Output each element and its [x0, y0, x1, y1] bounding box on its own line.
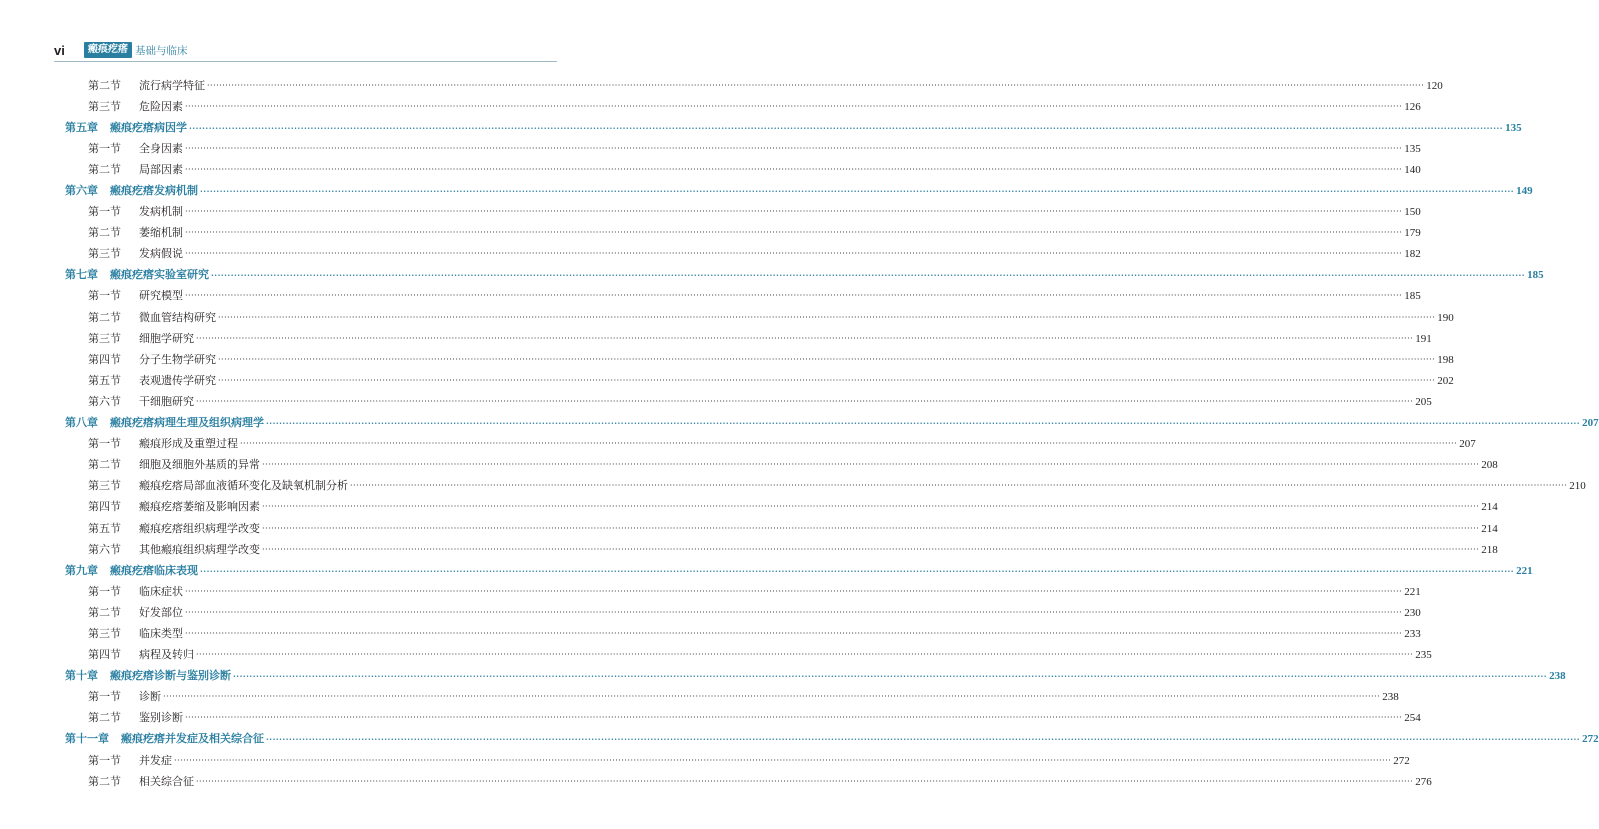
page-ref: 272 [1393, 754, 1410, 767]
toc-section-entry[interactable] [0, 455, 1498, 476]
toc-section-entry[interactable] [0, 159, 1421, 180]
toc-entry-label [65, 268, 209, 282]
dot-leader: ················································································································································································································································································································································································································ [185, 207, 1403, 217]
page-ref: 238 [1549, 670, 1566, 683]
table-of-contents [0, 75, 1599, 792]
dot-leader: ················································································································································································································································································································································································································ [174, 755, 1392, 765]
section-title: 发病假说 [139, 247, 183, 261]
page-ref: 208 [1481, 459, 1498, 472]
toc-entry-label [88, 458, 260, 472]
toc-entry-label [65, 416, 264, 430]
dot-leader: ················································································································································································································································································································································································································ [211, 270, 1526, 281]
header-divider [54, 61, 557, 62]
toc-section-entry[interactable] [0, 750, 1410, 771]
toc-entry-label [88, 754, 172, 768]
section-number: 第一节 [88, 437, 121, 451]
section-number: 第一节 [88, 690, 121, 704]
toc-section-entry[interactable] [0, 138, 1421, 159]
toc-entry-label [88, 437, 238, 451]
toc-section-entry[interactable] [0, 286, 1421, 307]
toc-entry-label [88, 606, 183, 620]
dot-leader: ················································································································································································································································································································································································································ [185, 143, 1403, 153]
running-header [54, 40, 188, 60]
chapter-title: 瘢痕疙瘩诊断与鉴别诊断 [110, 669, 231, 683]
section-number: 第五节 [88, 521, 121, 535]
toc-entry-label [65, 564, 198, 578]
toc-section-entry[interactable] [0, 708, 1421, 729]
page-ref: 150 [1404, 206, 1421, 219]
toc-section-entry[interactable] [0, 223, 1421, 244]
toc-section-entry[interactable] [0, 434, 1476, 455]
section-title: 临床类型 [139, 626, 183, 640]
dot-leader: ················································································································································································································································································································································································································ [200, 565, 1515, 576]
page-ref: 149 [1516, 185, 1533, 198]
chapter-title: 瘢痕疙瘩实验室研究 [110, 268, 209, 282]
dot-leader: ················································································································································································································································································································································································································ [196, 776, 1414, 786]
toc-entry-label [88, 100, 183, 114]
toc-chapter-entry[interactable] [0, 265, 1544, 286]
dot-leader: ················································································································································································································································································································································································································ [266, 418, 1581, 429]
chapter-title: 瘢痕疙瘩病理生理及组织病理学 [110, 416, 264, 430]
toc-entry-label [88, 79, 205, 93]
section-number: 第六节 [88, 394, 121, 408]
toc-chapter-entry[interactable] [0, 180, 1533, 201]
dot-leader: ················································································································································································································································································································································································································ [185, 228, 1403, 238]
toc-entry-label [88, 247, 183, 261]
toc-entry-label [88, 311, 216, 325]
section-number: 第一节 [88, 205, 121, 219]
chapter-number: 第七章 [65, 268, 98, 282]
section-title: 微血管结构研究 [139, 310, 216, 324]
dot-leader: ················································································································································································································································································································································································································ [185, 607, 1403, 617]
toc-entry-label [88, 226, 183, 240]
dot-leader: ················································································································································································································································································································································································································ [185, 101, 1403, 111]
section-number: 第五节 [88, 373, 121, 387]
chapter-title: 瘢痕疙瘩临床表现 [110, 563, 198, 577]
toc-entry-label [88, 163, 183, 177]
toc-section-entry[interactable] [0, 391, 1432, 412]
toc-section-entry[interactable] [0, 518, 1498, 539]
section-number: 第四节 [88, 648, 121, 662]
page-ref: 140 [1404, 163, 1421, 176]
page-ref: 238 [1382, 691, 1399, 704]
toc-chapter-entry[interactable] [0, 117, 1522, 138]
toc-entry-label [88, 500, 260, 514]
toc-entry-label [88, 395, 194, 409]
page-ref: 185 [1404, 290, 1421, 303]
chapter-title: 瘢痕疙瘩发病机制 [110, 184, 198, 198]
dot-leader: ················································································································································································································································································································································································································ [218, 375, 1436, 385]
toc-entry-label [88, 690, 161, 704]
toc-entry-label [88, 353, 216, 367]
toc-entry-label [88, 142, 183, 156]
page-ref: 190 [1437, 311, 1454, 324]
section-title: 萎缩机制 [139, 226, 183, 240]
chapter-number: 第八章 [65, 416, 98, 430]
book-subtitle: 基础与临床 [135, 44, 188, 57]
section-title: 细胞学研究 [139, 331, 194, 345]
dot-leader: ················································································································································································································································································································································································································ [233, 671, 1548, 682]
dot-leader: ················································································································································································································································································································································································································ [200, 186, 1515, 197]
dot-leader: ················································································································································································································································································································································································································ [218, 312, 1436, 322]
page-ref: 205 [1415, 395, 1432, 408]
section-title: 分子生物学研究 [139, 352, 216, 366]
section-number: 第一节 [88, 753, 121, 767]
section-title: 全身因素 [139, 141, 183, 155]
section-title: 诊断 [139, 690, 161, 704]
dot-leader: ················································································································································································································································································································································································································ [262, 502, 1480, 512]
toc-section-entry[interactable] [0, 75, 1443, 96]
page-ref: 135 [1505, 121, 1522, 134]
section-title: 表观遗传学研究 [139, 373, 216, 387]
page-ref: 207 [1459, 438, 1476, 451]
toc-entry-label [88, 205, 183, 219]
dot-leader: ················································································································································································································································································································································································································ [350, 481, 1568, 491]
section-number: 第二节 [88, 162, 121, 176]
toc-entry-label [88, 289, 183, 303]
toc-entry-label [88, 627, 183, 641]
page-ref: 214 [1481, 501, 1498, 514]
section-title: 流行病学特征 [139, 78, 205, 92]
section-title: 瘢痕形成及重塑过程 [139, 437, 238, 451]
section-title: 干细胞研究 [139, 394, 194, 408]
dot-leader: ················································································································································································································································································································································································································ [196, 333, 1414, 343]
section-title: 细胞及细胞外基质的异常 [139, 458, 260, 472]
page-number: vi [54, 42, 65, 58]
section-title: 瘢痕疙瘩局部血液循环变化及缺氧机制分析 [139, 479, 348, 493]
section-title: 其他瘢痕组织病理学改变 [139, 542, 260, 556]
section-number: 第三节 [88, 99, 121, 113]
page-ref: 185 [1527, 269, 1544, 282]
chapter-title: 瘢痕疙瘩并发症及相关综合征 [121, 732, 264, 746]
dot-leader: ················································································································································································································································································································································································································ [218, 354, 1436, 364]
toc-entry-label [88, 522, 260, 536]
section-number: 第一节 [88, 141, 121, 155]
toc-section-entry[interactable] [0, 328, 1432, 349]
dot-leader: ················································································································································································································································································································································································································ [185, 164, 1403, 174]
page-ref: 254 [1404, 712, 1421, 725]
page-ref: 235 [1415, 649, 1432, 662]
dot-leader: ················································································································································································································································································································································································································ [185, 291, 1403, 301]
section-title: 好发部位 [139, 605, 183, 619]
section-title: 研究模型 [139, 289, 183, 303]
toc-entry-label [65, 121, 187, 135]
toc-entry-label [88, 775, 194, 789]
section-number: 第二节 [88, 310, 121, 324]
toc-section-entry[interactable] [0, 602, 1421, 623]
chapter-number: 第九章 [65, 563, 98, 577]
page-ref: 221 [1516, 564, 1533, 577]
toc-entry-label [88, 711, 183, 725]
page-ref: 120 [1426, 79, 1443, 92]
section-number: 第二节 [88, 78, 121, 92]
page-ref: 191 [1415, 332, 1432, 345]
dot-leader: ················································································································································································································································································································································································································ [196, 396, 1414, 406]
page-ref: 221 [1404, 585, 1421, 598]
toc-entry-label [88, 332, 194, 346]
toc-entry-label [88, 585, 183, 599]
section-number: 第一节 [88, 584, 121, 598]
section-number: 第二节 [88, 711, 121, 725]
page-ref: 214 [1481, 522, 1498, 535]
page-ref: 126 [1404, 100, 1421, 113]
toc-entry-label [65, 669, 231, 683]
dot-leader: ················································································································································································································································································································································································································ [262, 460, 1480, 470]
dot-leader: ················································································································································································································································································································································································································ [185, 713, 1403, 723]
section-number: 第二节 [88, 605, 121, 619]
toc-section-entry[interactable] [0, 244, 1421, 265]
toc-section-entry[interactable] [0, 645, 1432, 666]
toc-section-entry[interactable] [0, 349, 1454, 370]
toc-entry-label [88, 374, 216, 388]
dot-leader: ················································································································································································································································································································································································································ [262, 544, 1480, 554]
dot-leader: ················································································································································································································································································································································································································ [185, 249, 1403, 259]
toc-section-entry[interactable] [0, 539, 1498, 560]
toc-section-entry[interactable] [0, 687, 1399, 708]
toc-chapter-entry[interactable] [0, 560, 1533, 581]
section-title: 瘢痕疙瘩组织病理学改变 [139, 521, 260, 535]
toc-section-entry[interactable] [0, 96, 1421, 117]
chapter-number: 第五章 [65, 120, 98, 134]
toc-section-entry[interactable] [0, 202, 1421, 223]
toc-section-entry[interactable] [0, 370, 1454, 391]
page-ref: 207 [1582, 417, 1599, 430]
page-ref: 272 [1582, 733, 1599, 746]
page-ref: 210 [1569, 480, 1586, 493]
book-title-badge: 瘢痕疙瘩 [84, 42, 132, 58]
page-ref: 198 [1437, 353, 1454, 366]
section-title: 相关综合征 [139, 774, 194, 788]
page-ref: 202 [1437, 374, 1454, 387]
page-ref: 218 [1481, 543, 1498, 556]
toc-entry-label [88, 543, 260, 557]
page-ref: 179 [1404, 227, 1421, 240]
chapter-title: 瘢痕疙瘩病因学 [110, 120, 187, 134]
page-ref: 276 [1415, 775, 1432, 788]
toc-section-entry[interactable] [0, 771, 1432, 792]
section-title: 临床症状 [139, 584, 183, 598]
toc-entry-label [65, 732, 264, 746]
toc-chapter-entry[interactable] [0, 413, 1599, 434]
toc-entry-label [65, 184, 198, 198]
page-ref: 182 [1404, 248, 1421, 261]
toc-section-entry[interactable] [0, 476, 1586, 497]
section-title: 危险因素 [139, 99, 183, 113]
chapter-number: 第六章 [65, 184, 98, 198]
section-number: 第三节 [88, 247, 121, 261]
section-number: 第四节 [88, 500, 121, 514]
toc-section-entry[interactable] [0, 497, 1498, 518]
dot-leader: ················································································································································································································································································································································································································ [196, 650, 1414, 660]
page-ref: 135 [1404, 142, 1421, 155]
toc-chapter-entry[interactable] [0, 729, 1599, 750]
dot-leader: ················································································································································································································································································································································································································ [189, 122, 1504, 133]
section-number: 第六节 [88, 542, 121, 556]
toc-chapter-entry[interactable] [0, 666, 1566, 687]
dot-leader: ················································································································································································································································································································································································································ [185, 586, 1403, 596]
section-number: 第三节 [88, 626, 121, 640]
dot-leader: ················································································································································································································································································································································································································ [163, 692, 1381, 702]
section-title: 瘢痕疙瘩萎缩及影响因素 [139, 500, 260, 514]
section-number: 第三节 [88, 479, 121, 493]
section-number: 第二节 [88, 774, 121, 788]
toc-section-entry[interactable] [0, 623, 1421, 644]
page-ref: 230 [1404, 606, 1421, 619]
section-title: 发病机制 [139, 205, 183, 219]
section-title: 局部因素 [139, 162, 183, 176]
dot-leader: ················································································································································································································································································································································································································ [207, 80, 1425, 90]
section-title: 鉴别诊断 [139, 711, 183, 725]
toc-section-entry[interactable] [0, 307, 1454, 328]
dot-leader: ················································································································································································································································································································································································································ [262, 523, 1480, 533]
dot-leader: ················································································································································································································································································································································································································ [240, 439, 1458, 449]
chapter-number: 第十一章 [65, 732, 109, 746]
toc-entry-label [88, 479, 348, 493]
section-number: 第四节 [88, 352, 121, 366]
section-number: 第二节 [88, 226, 121, 240]
dot-leader: ················································································································································································································································································································································································································ [185, 628, 1403, 638]
section-number: 第一节 [88, 289, 121, 303]
section-title: 并发症 [139, 753, 172, 767]
section-title: 病程及转归 [139, 648, 194, 662]
section-number: 第二节 [88, 458, 121, 472]
chapter-number: 第十章 [65, 669, 98, 683]
toc-entry-label [88, 648, 194, 662]
section-number: 第三节 [88, 331, 121, 345]
toc-section-entry[interactable] [0, 581, 1421, 602]
page-ref: 233 [1404, 627, 1421, 640]
dot-leader: ················································································································································································································································································································································································································ [266, 734, 1581, 745]
